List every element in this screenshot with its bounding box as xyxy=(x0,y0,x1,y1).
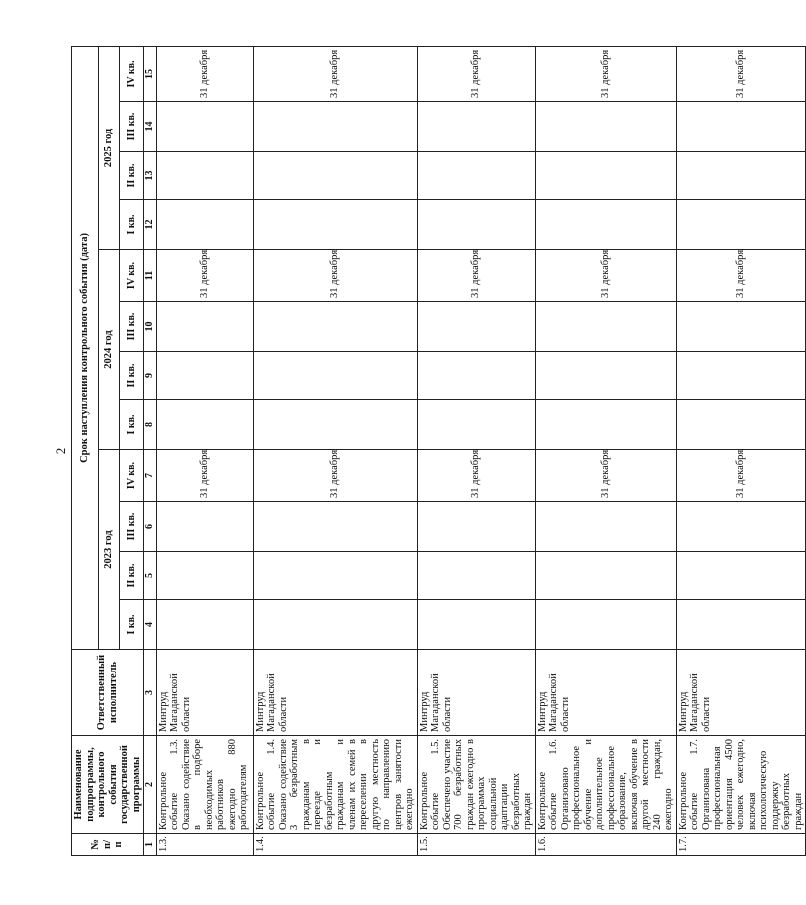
date-cell xyxy=(535,352,676,400)
table-row xyxy=(676,46,806,855)
event-name: Контрольное событие 1.4. Оказано содействие 3 безработным гражданам в переезде и безработным гражданам и членам их семей в переселении в другую местность по направлению центров занятости ежегодно xyxy=(253,736,417,834)
header-year-2025: 2025 год xyxy=(99,46,119,249)
column-number: 12 xyxy=(144,200,157,250)
date-cell xyxy=(417,400,535,450)
date-cell xyxy=(417,502,535,552)
date-cell: 31 декабря xyxy=(417,250,535,302)
date-cell xyxy=(676,552,806,600)
column-number: 9 xyxy=(144,352,157,400)
date-cell: 31 декабря xyxy=(535,46,676,101)
date-cell xyxy=(676,102,806,152)
header-year-2023: 2023 год xyxy=(99,450,119,650)
table-body xyxy=(156,46,806,855)
executor: Минтруд Магаданской области xyxy=(535,650,676,736)
table-row xyxy=(156,46,253,855)
quarter-header: I кв. xyxy=(119,200,143,250)
row-number: 1.5. xyxy=(417,834,535,856)
column-number: 13 xyxy=(144,152,157,200)
date-cell: 31 декабря xyxy=(535,250,676,302)
row-number: 1.3. xyxy=(156,834,253,856)
date-cell xyxy=(253,400,417,450)
date-cell xyxy=(676,152,806,200)
column-number: 8 xyxy=(144,400,157,450)
quarter-header: IV кв. xyxy=(119,450,143,502)
date-cell xyxy=(676,200,806,250)
date-cell: 31 декабря xyxy=(535,450,676,502)
date-cell xyxy=(253,302,417,352)
date-cell: 31 декабря xyxy=(156,450,253,502)
date-cell xyxy=(676,400,806,450)
date-cell: 31 декабря xyxy=(417,46,535,101)
date-cell xyxy=(535,152,676,200)
date-cell xyxy=(535,102,676,152)
executor: Минтруд Магаданской области xyxy=(253,650,417,736)
date-cell xyxy=(253,352,417,400)
event-name: Контрольное событие 1.6. Организовано профессиональное обучение и дополнительное профессиональное образование, включая обучение в другой местности 240 граждан, ежегодно xyxy=(535,736,676,834)
date-cell xyxy=(253,102,417,152)
event-name: Контрольное событие 1.3. Оказано содействие в подборе необходимых работников ежегодно 880 работодателям xyxy=(156,736,253,834)
quarter-header: III кв. xyxy=(119,102,143,152)
date-cell: 31 декабря xyxy=(676,250,806,302)
column-number: 11 xyxy=(144,250,157,302)
date-cell: 31 декабря xyxy=(676,450,806,502)
column-number: 14 xyxy=(144,102,157,152)
date-cell xyxy=(417,200,535,250)
date-cell xyxy=(535,400,676,450)
event-name: Контрольное событие 1.5. Обеспечено участие 700 безработных граждан ежегодно в программах социальной адаптации безработных граждан xyxy=(417,736,535,834)
event-name: Контрольное событие 1.7. Организована профессиональная ориентация 4500 человек ежегодно, включая психологическую поддержку безработных граждан xyxy=(676,736,806,834)
column-number: 3 xyxy=(144,650,157,736)
quarter-header: IV кв. xyxy=(119,250,143,302)
header-executor: Ответственный исполнитель xyxy=(72,650,144,736)
header-term: Срок наступления контрольного события (дата) xyxy=(72,46,99,649)
quarter-header: III кв. xyxy=(119,502,143,552)
date-cell xyxy=(156,600,253,650)
date-cell: 31 декабря xyxy=(253,250,417,302)
table-row xyxy=(417,46,535,855)
rotated-table-container xyxy=(71,47,804,856)
column-number: 7 xyxy=(144,450,157,502)
column-number: 1 xyxy=(144,834,157,856)
date-cell xyxy=(253,552,417,600)
executor: Минтруд Магаданской области xyxy=(676,650,806,736)
header-num: № п/п xyxy=(72,834,144,856)
date-cell: 31 декабря xyxy=(676,46,806,101)
date-cell xyxy=(535,552,676,600)
date-cell xyxy=(676,600,806,650)
date-cell xyxy=(156,502,253,552)
date-cell xyxy=(676,502,806,552)
quarter-header: IV кв. xyxy=(119,46,143,101)
date-cell xyxy=(253,502,417,552)
column-number: 6 xyxy=(144,502,157,552)
date-cell: 31 декабря xyxy=(253,46,417,101)
quarter-header: I кв. xyxy=(119,400,143,450)
date-cell xyxy=(156,200,253,250)
date-cell xyxy=(417,552,535,600)
date-cell xyxy=(417,302,535,352)
date-cell xyxy=(156,400,253,450)
date-cell: 31 декабря xyxy=(156,46,253,101)
date-cell xyxy=(156,552,253,600)
date-cell xyxy=(156,102,253,152)
date-cell xyxy=(676,302,806,352)
page-number: 2 xyxy=(53,447,68,455)
date-cell xyxy=(156,302,253,352)
date-cell xyxy=(417,152,535,200)
table-row xyxy=(253,46,417,855)
quarter-header: III кв. xyxy=(119,302,143,352)
quarter-header: II кв. xyxy=(119,152,143,200)
quarter-header: I кв. xyxy=(119,600,143,650)
quarter-header: II кв. xyxy=(119,552,143,600)
date-cell: 31 декабря xyxy=(253,450,417,502)
date-cell xyxy=(253,152,417,200)
header-year-2024: 2024 год xyxy=(99,250,119,450)
date-cell xyxy=(156,352,253,400)
control-events-table xyxy=(71,46,806,856)
date-cell xyxy=(156,152,253,200)
column-number: 4 xyxy=(144,600,157,650)
date-cell xyxy=(417,352,535,400)
column-number: 10 xyxy=(144,302,157,352)
row-number: 1.4. xyxy=(253,834,417,856)
date-cell xyxy=(417,102,535,152)
date-cell xyxy=(535,302,676,352)
executor: Минтруд Магаданской области xyxy=(417,650,535,736)
table-row xyxy=(535,46,676,855)
row-number: 1.7. xyxy=(676,834,806,856)
column-number: 15 xyxy=(144,46,157,101)
date-cell xyxy=(253,200,417,250)
date-cell xyxy=(417,600,535,650)
date-cell: 31 декабря xyxy=(156,250,253,302)
date-cell: 31 декабря xyxy=(417,450,535,502)
column-number: 2 xyxy=(144,736,157,834)
quarter-header: II кв. xyxy=(119,352,143,400)
date-cell xyxy=(535,600,676,650)
row-number: 1.6. xyxy=(535,834,676,856)
column-number: 5 xyxy=(144,552,157,600)
date-cell xyxy=(535,502,676,552)
executor: Минтруд Магаданской области xyxy=(156,650,253,736)
header-name: Наименование подпрограммы, контрольного события государственной программы xyxy=(72,736,144,834)
date-cell xyxy=(676,352,806,400)
date-cell xyxy=(535,200,676,250)
date-cell xyxy=(253,600,417,650)
